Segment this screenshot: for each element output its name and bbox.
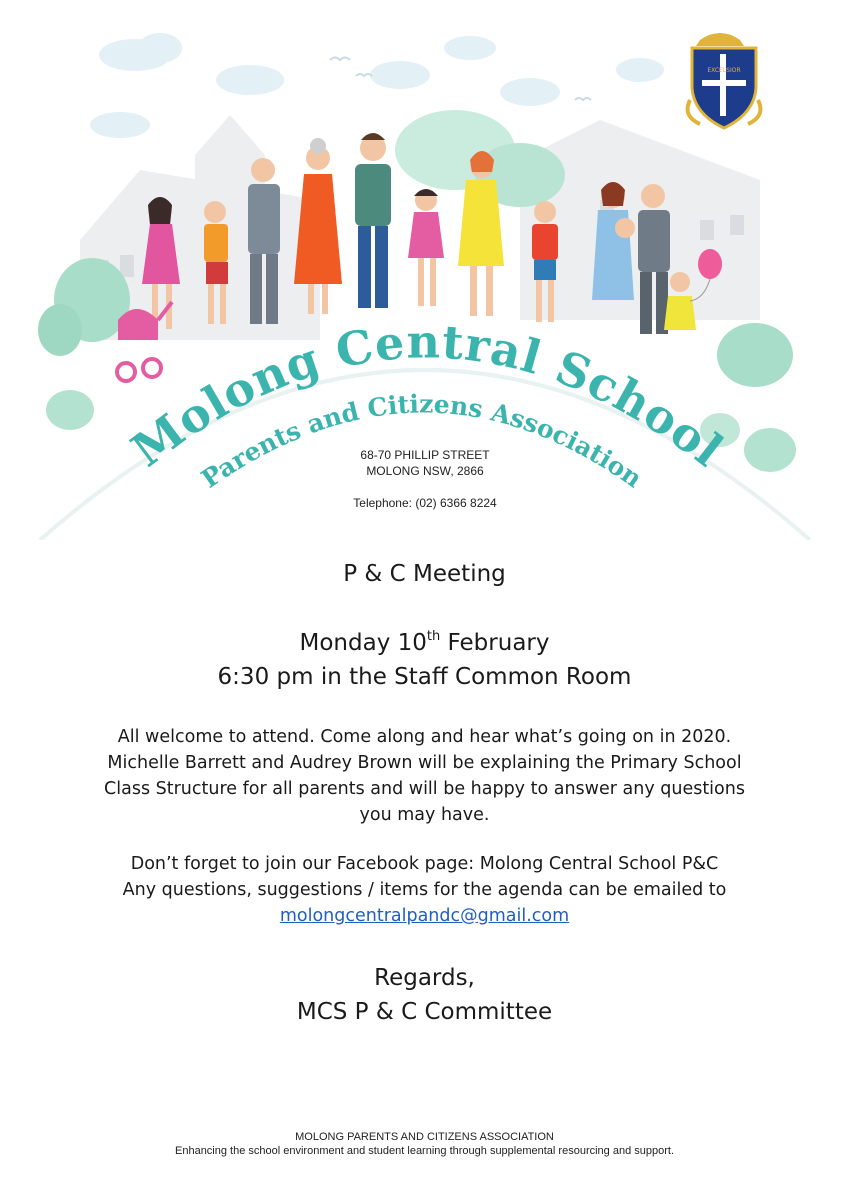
body-line: Class Structure for all parents and will be happy to answer any questions xyxy=(104,779,745,799)
school-address xyxy=(300,447,550,511)
meeting-details xyxy=(0,626,849,694)
cloud-icon xyxy=(90,33,664,138)
address-suburb: MOLONG NSW, 2866 xyxy=(366,464,484,478)
address-street: 68-70 PHILLIP STREET xyxy=(360,448,490,462)
footer-tagline: Enhancing the school environment and student learning through supplemental resourcing and support. xyxy=(175,1145,674,1157)
footer-org: MOLONG PARENTS AND CITIZENS ASSOCIATION xyxy=(295,1131,554,1143)
body-line: All welcome to attend. Come along and hear what’s going on in 2020. xyxy=(117,727,732,747)
email-link[interactable]: molongcentralpandc@gmail.com xyxy=(279,906,570,926)
footer xyxy=(0,1130,849,1158)
body-line: Michelle Barrett and Audrey Brown will be explaining the Primary School xyxy=(107,753,742,773)
regards-text: Regards, xyxy=(374,965,475,991)
svg-text:EXCELSIOR: EXCELSIOR xyxy=(707,67,741,74)
facebook-line: Don’t forget to join our Facebook page: Molong Central School P&C xyxy=(130,854,719,874)
association-name-arc: Parents and Citizens Association xyxy=(196,389,648,494)
meeting-description xyxy=(0,724,849,828)
signoff xyxy=(0,961,849,1029)
body-line: you may have. xyxy=(359,805,490,825)
meeting-title: P & C Meeting xyxy=(343,561,506,587)
contact-section xyxy=(0,851,849,929)
meeting-time-place: 6:30 pm in the Staff Common Room xyxy=(217,664,632,690)
school-crest-logo xyxy=(688,33,761,128)
email-intro: Any questions, suggestions / items for the agenda can be emailed to xyxy=(122,880,727,900)
committee-name: MCS P & C Committee xyxy=(296,999,553,1025)
meeting-date: Monday 10th February xyxy=(299,629,550,656)
stroller-icon xyxy=(117,302,172,381)
school-name-arc: Molong Central School xyxy=(121,314,734,478)
telephone-number: Telephone: (02) 6366 8224 xyxy=(353,496,497,510)
